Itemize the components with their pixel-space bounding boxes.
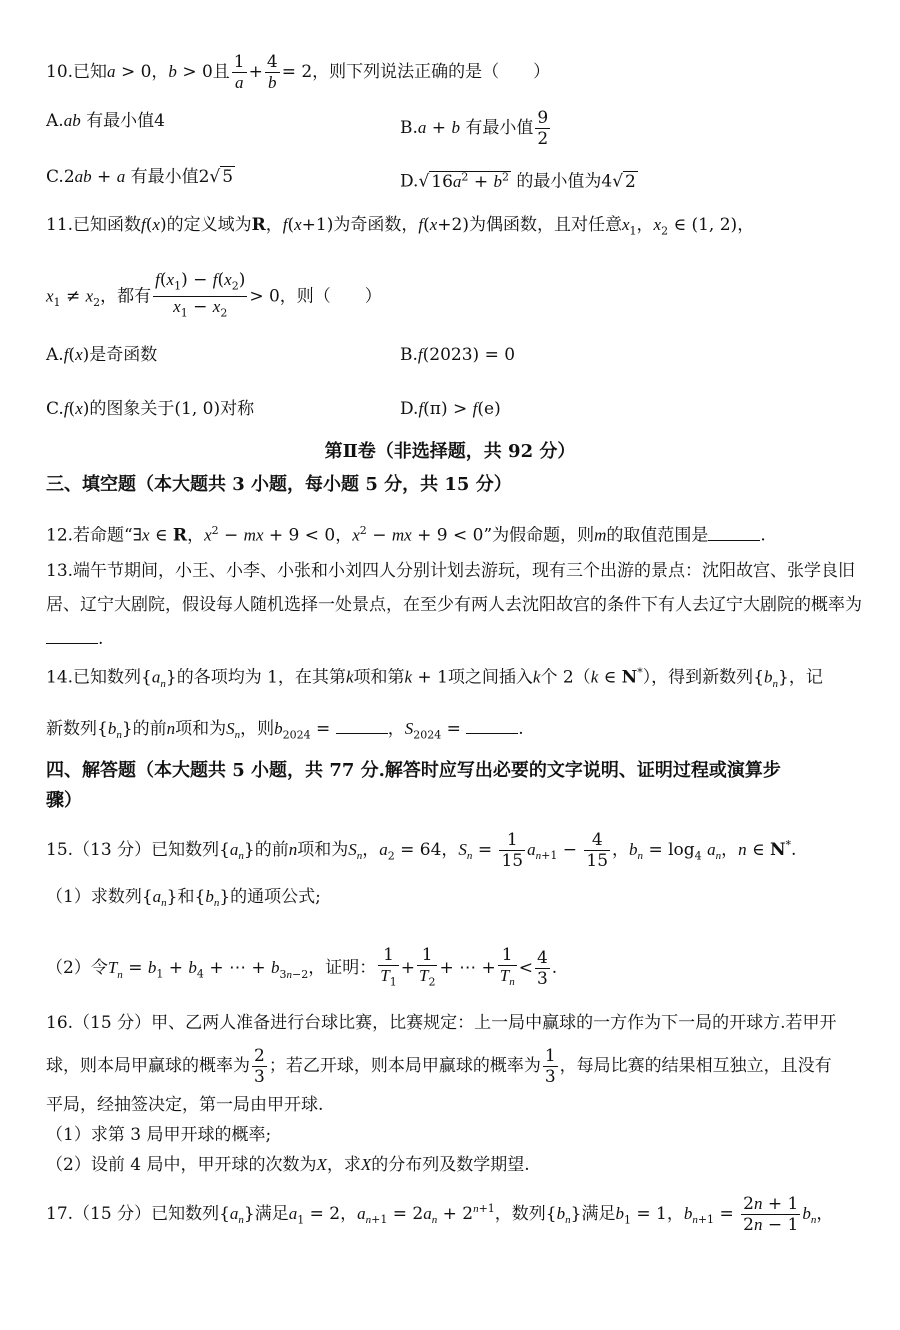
q11-option-c: C.f(x)的图象关于(1, 0)对称 <box>46 399 255 419</box>
q16-line2: 球，则本局甲赢球的概率为 $\frac{2}{3}$ ；若乙开球，则本局甲赢球的概率为 $\frac{1}{3}$ ，每局比赛的结果相互独立，且没有 <box>46 1046 832 1087</box>
q13-text: 13.端午节期间，小王、小李、小张和小刘四人分别计划去游玩，现有三个出游的景点：沈阳故宫、张学良旧居、辽宁大剧院，假设每人随机选择一处景点，在至少有两人去沈阳故宫的条件下有人去辽宁大剧院的概率为. <box>46 561 862 649</box>
q16-part-2: （2）设前 4 局中，甲开球的次数为X，求X的分布列及数学期望. <box>46 1155 530 1175</box>
q11-option-d: D.f(π) > f(e) <box>400 399 501 419</box>
q17-stem: 17.（15 分）已知数列$\{a_n\}$满足$a_1 = 2$，$a_{n+1} = 2a_n + 2^{n+1}$，数列$\{b_n\}$满足$b_1 = 1$，$b_{n+1}$ = $\frac{2n + 1}{2n - 1}$ $b_n$， <box>46 1194 834 1235</box>
q14-stem-line1: 14.已知数列$\{a_n\}$的各项均为 1，在其第k项和第k + 1项之间插入k个 2（k ∈ N*），得到新数列$\{b_n\}$，记 <box>46 666 823 691</box>
q16-part-1: （1）求第 3 局甲开球的概率; <box>46 1125 272 1145</box>
q14-answer-blank-1[interactable] <box>336 719 388 734</box>
q11-stem-line2: $x_1 \ne x_2$，都有 $\frac{f(x_1) - f(x_2)}{x_1 - x_2}$ > 0，则（ ） <box>46 270 382 320</box>
q16-line3: 平局，经抽签决定，第一局由甲开球. <box>46 1095 324 1115</box>
section-4-title-line1: 四、解答题（本大题共 5 小题，共 77 分.解答时应写出必要的文字说明、证明过程或演算步 <box>46 760 781 781</box>
q11-option-b: B.f(2023) = 0 <box>400 345 516 365</box>
section-4-title-line2: 骤） <box>46 790 82 811</box>
section-2-title: 第Ⅱ卷（非选择题，共 92 分） <box>324 441 576 462</box>
q15-part-2: （2）令$T_n = b_1 + b_4$ + ⋯ + $b_{3n-2}$，证明： $\frac{1}{T_1}$ + $\frac{1}{T_2}$ + ⋯ + $\frac{1}{T_n}$ < $\frac{4}{3}$ . <box>46 945 558 990</box>
q10-option-b: B.a + b 有最小值 $\frac{9}{2}$ <box>400 108 549 149</box>
q10-option-a: A.ab 有最小值4 <box>46 111 165 131</box>
q12-stem: 12.若命题“∃x ∈ R，$x^2$ − mx + 9 < 0，$x^2$ − mx + 9 < 0”为假命题，则m的取值范围是 . <box>46 524 766 546</box>
q10-stem: 10.已知a > 0，b > 0且 $\frac{1}{a}$ + $\frac{4}{b}$ = 2，则下列说法正确的是（ ） <box>46 52 551 92</box>
q13-answer-blank[interactable] <box>46 629 98 644</box>
q15-stem: 15.（13 分）已知数列$\{a_n\}$的前n项和为$S_n$，$a_2 = 64$，$S_n$ = $\frac{1}{15}$ $a_{n+1}$ − $\frac{4}{15}$ ，$b_n = \log_4 a_n$，n ∈ N*. <box>46 830 797 871</box>
q11-stem-line1: 11.已知函数f(x)的定义域为R，f(x+1)为奇函数，f(x+2)为偶函数，且对任意$x_1$，$x_2$ ∈ (1, 2)， <box>46 215 755 238</box>
q12-answer-blank[interactable] <box>708 526 760 541</box>
q14-stem-line2: 新数列$\{b_n\}$的前n项和为$S_n$，则$b_{2024}$ = ，$S_{2024}$ = . <box>46 719 524 742</box>
q10-option-d: D.√ $16a^2 + b^2$ 的最小值为4√ 2 <box>400 170 636 192</box>
q16-line1: 16.（15 分）甲、乙两人准备进行台球比赛，比赛规定：上一局中赢球的一方作为下一局的开球方.若甲开 <box>46 1013 837 1033</box>
q11-option-a: A.f(x)是奇函数 <box>46 345 158 365</box>
q15-part-1: （1）求数列$\{a_n\}$和$\{b_n\}$的通项公式; <box>46 887 321 910</box>
q10-option-c: C.2ab + a 有最小值2√ 5 <box>46 167 234 187</box>
section-3-title: 三、填空题（本大题共 3 小题，每小题 5 分，共 15 分） <box>46 474 512 495</box>
q14-answer-blank-2[interactable] <box>466 719 518 734</box>
